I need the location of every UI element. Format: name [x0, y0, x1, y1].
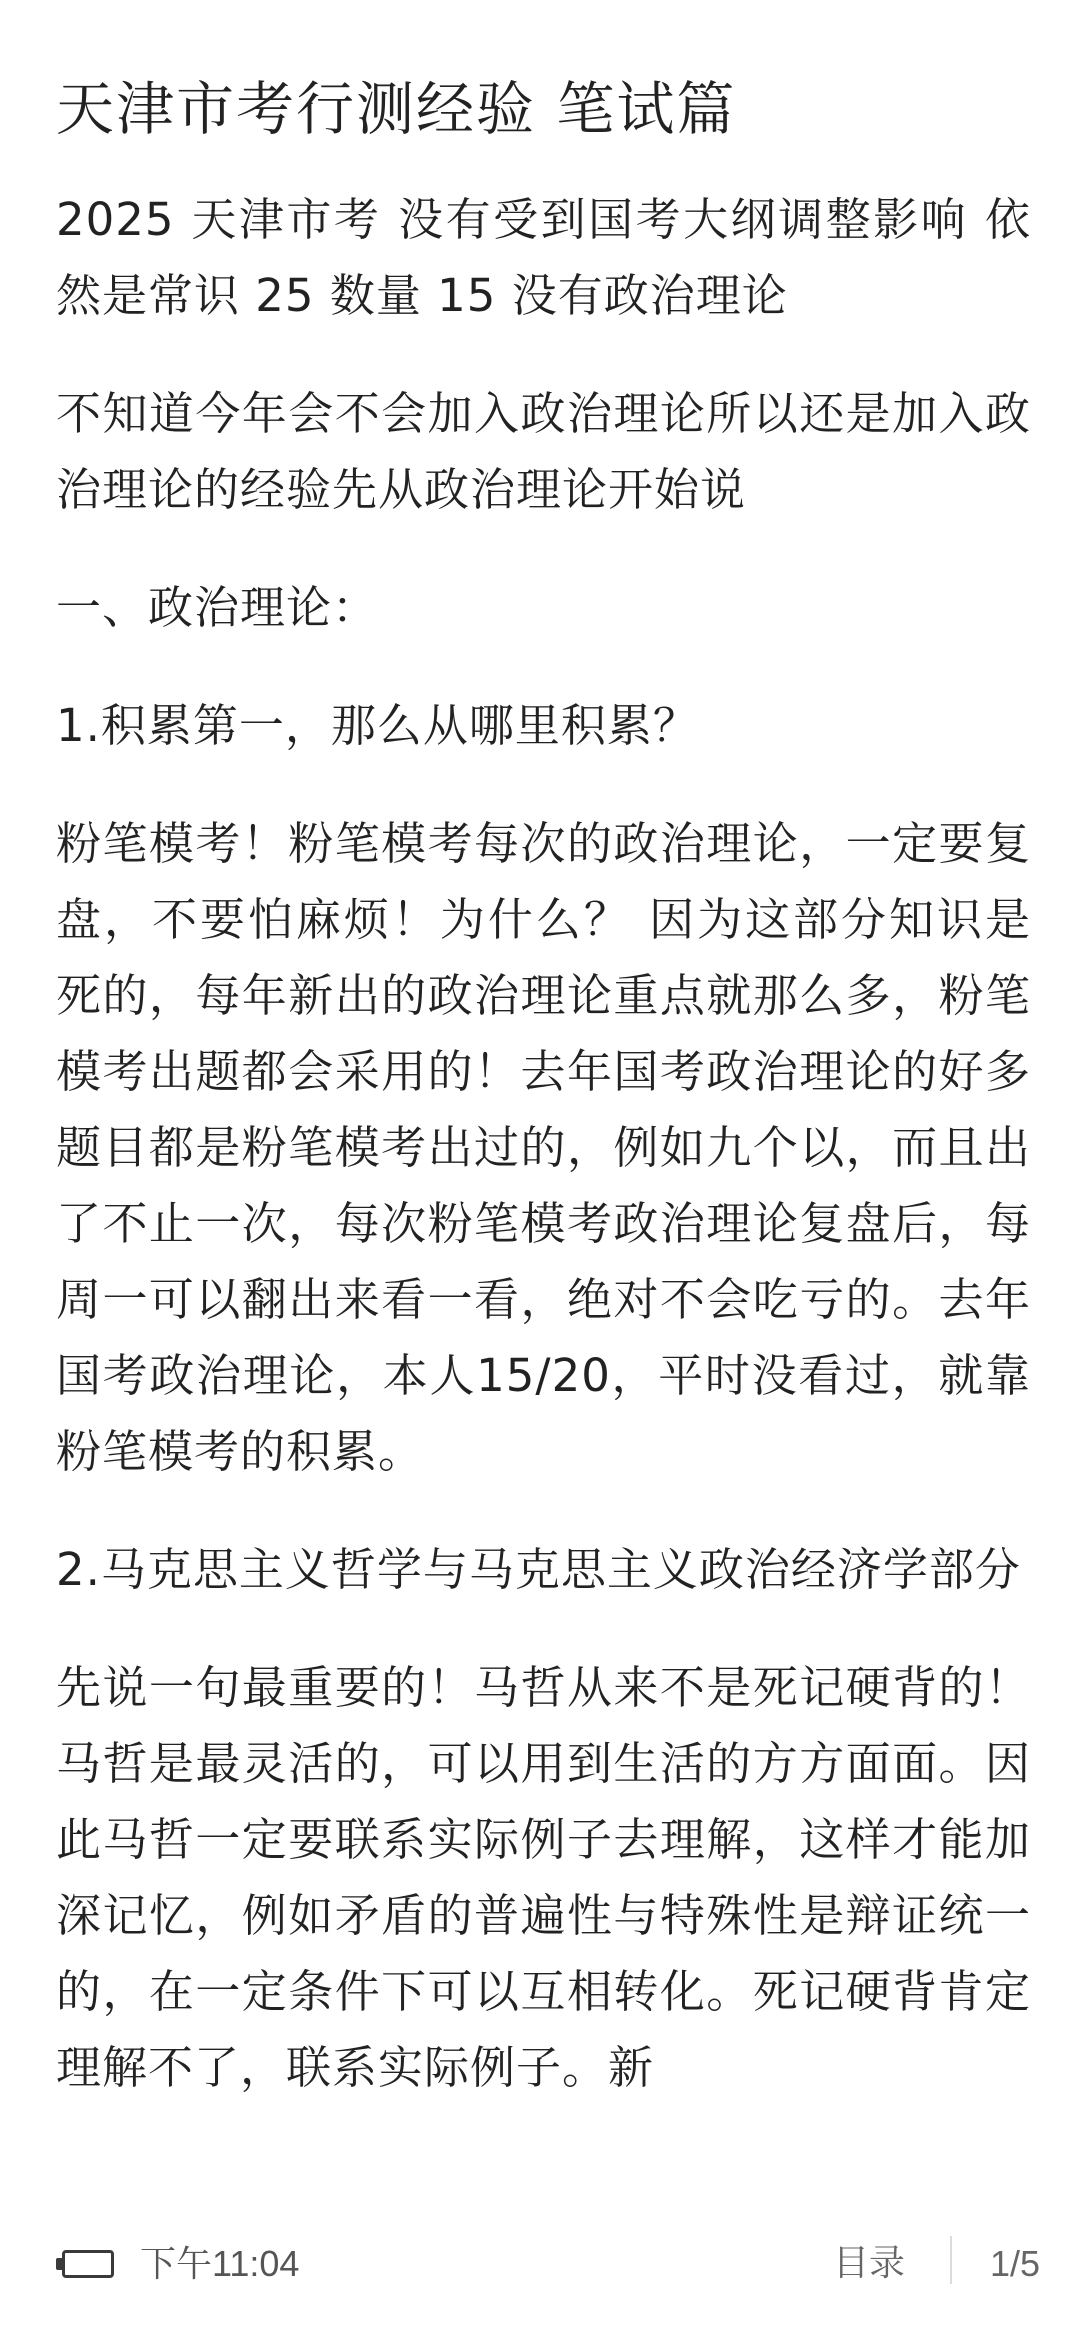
paragraph-mock-exam: 粉笔模考！粉笔模考每次的政治理论，一定要复盘，不要怕麻烦！为什么？ 因为这部分知识是死的，每年新出的政治理论重点就那么多，粉笔模考出题都会采用的！去年国考政治理论的好多题目都是粉笔模考出过的，例如九个以，而且出了不止一次，每次粉笔模考政治理论复盘后，每周一可以翻出来看一看，绝对不会吃亏的。去年国考政治理论，本人15/20，平时没看过，就靠粉笔模考的积累。 [56, 817, 1031, 1478]
article-content [56, 60, 1031, 2106]
article-title: 天津市考行测经验 笔试篇 [56, 75, 737, 143]
battery-low-icon [56, 2250, 116, 2282]
subheading-marxism: 2.马克思主义哲学与马克思主义政治经济学部分 [56, 1543, 1021, 1596]
paragraph-intro: 不知道今年会不会加入政治理论所以还是加入政治理论的经验先从政治理论开始说 [56, 387, 1031, 516]
status-divider [950, 2236, 952, 2284]
section-heading-politics: 一、政治理论： [56, 581, 379, 634]
reader-status-bar [0, 2232, 1080, 2304]
page-indicator: 1/5 [990, 2243, 1041, 2284]
table-of-contents-button[interactable]: 目录 [833, 2243, 906, 2284]
paragraph-exam-overview: 2025 天津市考 没有受到国考大纲调整影响 依然是常识 25 数量 15 没有政治理论 [56, 193, 1031, 322]
paragraph-marxism: 先说一句最重要的！马哲从来不是死记硬背的！马哲是最灵活的，可以用到生活的方方面面。因此马哲一定要联系实际例子去理解，这样才能加深记忆，例如矛盾的普遍性与特殊性是辩证统一的，在一定条件下可以互相转化。死记硬背肯定理解不了，联系实际例子。新 [56, 1661, 1031, 2094]
clock-time: 下午11:04 [140, 2243, 300, 2284]
subheading-accumulate: 1.积累第一，那么从哪里积累？ [56, 699, 699, 752]
